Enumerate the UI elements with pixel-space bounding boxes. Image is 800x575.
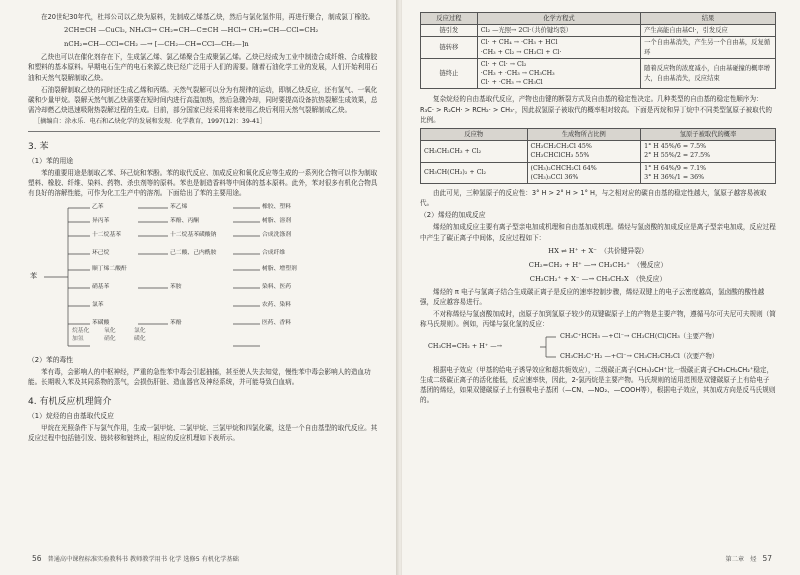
equation: ·CH₃ + ·CH₃ → CH₃CH₃ [480,70,555,78]
paragraph: 在20世纪30年代，杜邦公司以乙炔为原料，先制成乙烯基乙炔，然后与氯化氢作用，再进行聚合，制成氯丁橡胶。 [41,13,375,21]
footer-chapter: 第二章 烃 [725,556,757,563]
diagram-product: 树脂、溶剂 [262,217,291,224]
diagram-group-label: 氧化 [104,327,116,334]
table-row [421,37,776,58]
subsection-heading: （2）苯的毒性 [28,355,74,364]
diagram-node: 异丙苯 [92,217,110,224]
table-cell [477,58,640,89]
page-number: 57 [762,554,772,563]
table-header: 反应过程 [421,13,478,25]
paragraph: 石油裂解制取乙炔的同时还生成乙烯和丙烯。天然气裂解可以分为有规律的运动，即制乙炔反应，还有氢气、一氧化碳和少量甲烷。裂解天然气制乙炔需要在短时间内进行高温加热，然后急骤冷却，同时要提高设备抗热裂解生成效果，总需冷却燃乙炔迅速吸附热裂解过程的生成。目前，部分国家已经采用将来使用乙炔后利用天然气裂解制成乙炔。 [28,85,378,115]
probability-line: 3° H 36%/1 = 36% [644,173,705,181]
table-header-row [421,13,776,25]
scheme-reactant: CH₃CH=CH₂ + H⁺ —→ [428,341,503,350]
section-heading: 4. 有机反应机理简介 [28,396,112,407]
paragraph: 根据电子效应（甲基的给电子诱导效应和超共轭效应），二级碳正离子(CH₃)₂CH⁺比一级碳正离子CH₃CH₂CH₂⁺稳定，生成二级碳正离子的活化能低，反应速率快，因此，2-氯丙烷是主要产物。马氏规则的适用范围是双键碳原子上有给电子基团的烯烃，如果双键碳原子上有强吸电子基团（—CN、—NO₂、—COOH等），根据电子效应，其加成方向是反马氏规则的。 [420,365,776,405]
reaction-equation: 2CH≡CH —CuCl₂, NH₄Cl→ CH₂=CH—C≡CH —HCl→ CH₂=CH—CCl=CH₂ [64,26,319,35]
paragraph: 甲烷在光照条件下与氯气作用，生成一氯甲烷、二氯甲烷、三氯甲烷和四氯化碳，这是一个自由基型的取代反应。其反应过程中包括链引发、链转移和链终止，相应的反应机理如下表所示。 [28,423,378,443]
diagram-root: 苯 [30,271,37,280]
page-footer [726,554,776,563]
table-cell [641,162,776,183]
table-row [421,141,776,162]
equation: Cl₂ —光照→ 2Cl·（共价键均裂） [480,27,573,35]
diagram-product: 树脂、增塑剂 [262,265,297,272]
left-page [0,0,398,575]
selectivity-table [420,128,776,184]
diagram-group-label: 烷基化 [72,327,90,334]
reaction-equation: nCH₂=CH—CCl=CH₂ —→ [—CH₂—CH=CCl—CH₂—]n [64,40,249,49]
table-cell [527,141,641,162]
table-header-row [421,129,776,141]
table-cell [527,162,641,183]
table-header: 结果 [641,13,776,25]
table-cell [641,141,776,162]
table-cell: CH₃CH(CH₃)₂ + Cl₂ [421,162,528,183]
table-row [421,25,776,37]
paragraph: 烯烃的 π 电子与氢离子结合生成碳正离子是反应的速率控制步骤，烯烃双键上的电子云密度越高，氢卤酸的酸性越强，反应越容易进行。 [420,287,765,307]
diagram-product: 医药、香料 [262,319,291,326]
divider [28,131,380,132]
diagram-group-label: 氯化 [134,327,146,334]
table-row [421,58,776,89]
equation: ·CH₃ + Cl₂ → CH₃Cl + Cl· [480,48,562,56]
subsection-heading: （2）烯烃的加成反应 [420,211,486,220]
product-line: (CH₃)₂CHCH₂Cl 64% [530,164,597,172]
diagram-node: 氯苯 [92,301,104,308]
table-cell [477,37,640,58]
paragraph: 复杂烷烃的自由基取代反应，产物也由键的断裂方式及自由基的稳定性决定。几种类型的自由基的稳定性顺序为：R₃C· > R₂CH· > RCH₂· > CH₃·，因此叔氢原子被取代的概率相对较高。下面是丙烷和异丁烷中不同类型氢原子被取代的比例。 [420,95,772,124]
diagram-product: 合成纤维 [262,249,286,256]
table-header: 反应物 [421,129,528,141]
diagram-group-label: 加氢 [72,335,84,342]
diagram-node: 己二酸、己内酰胺 [170,249,217,256]
diagram-group-label: 磺化 [134,335,146,342]
subsection-heading: （1）烷烃的自由基取代反应 [28,411,114,420]
diagram-node: 苯乙烯 [170,203,188,210]
table-cell [477,25,640,37]
product-line: CH₃CHClCH₃ 55% [530,152,590,160]
table-header: 生成物所占比例 [527,129,641,141]
scheme-major-path: CH₃C⁺HCH₃ —+Cl⁻→ CH₃CH(Cl)CH₃（主要产物） [560,331,719,340]
diagram-product: 橡胶、塑料 [262,203,291,210]
mechanism-table [420,12,776,89]
branch-bracket [538,332,558,362]
table-header: 氢原子被取代的概率 [641,129,776,141]
diagram-node: 苯酚 [170,319,182,326]
diagram-node: 乙苯 [92,203,104,210]
equation: Cl· + Cl· → Cl₂ [480,60,527,68]
diagram-product: 染料、医药 [262,283,291,290]
product-line: CH₃CH₂CH₂Cl 45% [530,143,592,151]
diagram-node: 苯酚、丙酮 [170,217,199,224]
equation: Cl· + CH₄ → ·CH₃ + HCl [480,39,558,47]
probability-line: 2° H 55%/2 = 27.5% [644,152,711,160]
scheme-minor-path: CH₃CH₂C⁺H₂ —+Cl⁻→ CH₃CH₂CH₂Cl（次要产物） [560,351,719,360]
diagram-node: 十二烷基苯磺酸钠 [170,231,217,238]
right-page [402,0,800,575]
reaction-equation: HX ⇌ H⁺ + X⁻ （共价键异裂） [548,246,648,255]
table-cell: 链转移 [421,37,478,58]
page-number: 56 [32,554,42,563]
diagram-node: 顺丁烯二酸酐 [92,265,127,272]
table-cell: 链引发 [421,25,478,37]
paragraph: 苯的重要用途是制取乙苯、环己烷和苯酚。苯的取代反应、加成反应和氧化反应等生成的一系列化合物可以作为制取塑料、橡胶、纤维、染料、药物、杀虫剂等的原料。苯也是制造香料等中间体的基本原料。此外，苯对很多有机化合物具有良好的溶解性能，可作为化工生产中的溶剂。下面给出了苯的主要用途。 [28,168,378,198]
reaction-equation: CH₃CH₂⁺ + X⁻ —→ CH₃CH₂X （快反应） [529,274,667,283]
table-header: 化学方程式 [477,13,640,25]
diagram-group-label: 硝化 [104,335,116,342]
probability-line: 1° H 64%/9 ≈ 7.1% [644,164,707,172]
table-cell: 产生高能自由基Cl·，引发反应 [641,25,776,37]
subsection-heading: （1）苯的用途 [28,156,74,165]
probability-line: 1° H 45%/6 = 7.5% [644,143,707,151]
table-cell: 一个自由基消失，产生另一个自由基，反复循环 [641,37,776,58]
equation: Cl· + ·CH₃ → CH₃Cl [480,79,543,87]
diagram-node: 环己烷 [92,249,110,256]
table-cell: 链终止 [421,58,478,89]
diagram-product: 农药、染料 [262,301,291,308]
benzene-uses-diagram [28,202,380,352]
paragraph: 烯烃的加成反应主要有离子型亲电加成机理和自由基加成机理。烯烃与氢卤酸的加成反应是离子型亲电加成，反应过程中产生了碳正离子中间体，反应过程如下： [420,223,776,242]
diagram-node: 苯胺 [170,283,182,290]
diagram-node: 硝基苯 [92,283,110,290]
markovnikov-scheme [420,332,776,362]
table-cell: CH₃CH₂CH₃ + Cl₂ [421,141,528,162]
paragraph: 不对称烯烃与氢卤酸加成时，卤原子加到氢原子较少的双键碳原子上的产物是主要产物，遵循马尔可夫尼可夫规则（简称马氏规则）。例如，丙烯与氯化氢的反应： [420,310,776,329]
diagram-node: 十二烷基苯 [92,231,121,238]
product-line: (CH₃)₃CCl 36% [530,173,579,181]
paragraph: 由此可见，三种氢原子的反应性：3° H > 2° H > 1° H，与之相对应的碳自由基的稳定性越大，氢原子越容易被取代。 [420,189,767,208]
paragraph: 苯有毒，会影响人的中枢神经，严重的急性苯中毒会引起抽搐，甚至使人失去知觉，慢性苯中毒会影响人的造血功能。长期吸入苯及其同系物的蒸气，会损伤肝脏、造血器官及神经系统，并可能导致白血病。 [28,367,371,386]
page-footer [28,554,239,563]
table-row [421,162,776,183]
footer-text: 普通高中课程标准实验教科书 教师教学用书 化学 选修5 有机化学基础 [47,556,239,563]
diagram-product: 合成洗涤剂 [262,231,291,238]
diagram-node: 苯磺酸 [92,319,110,326]
section-heading: 3. 苯 [28,141,49,152]
source-citation: ［摘编自：涂永乐．电石和乙炔化学的发展和发现．化学教育，1997(12)：39-41］ [34,118,267,126]
table-cell: 随着反应物的浓度减小，自由基碰撞的概率增大，自由基消失，反应结束 [641,58,776,89]
paragraph: 乙炔也可以在催化剂存在下，生成氯乙烯、氯乙烯聚合生成聚氯乙烯。乙炔已经成为工业中制造合成纤维、合成橡胶和塑料的基本原料。早期电石生产的电石来源乙炔已经广泛用于人们的需要。随着石油化学工业的发展，人们开始利用石油和天然气裂解制取乙炔。 [28,53,378,82]
reaction-equation: CH₂=CH₂ + H⁺ —→ CH₃CH₂⁺ （慢反应） [528,260,668,269]
